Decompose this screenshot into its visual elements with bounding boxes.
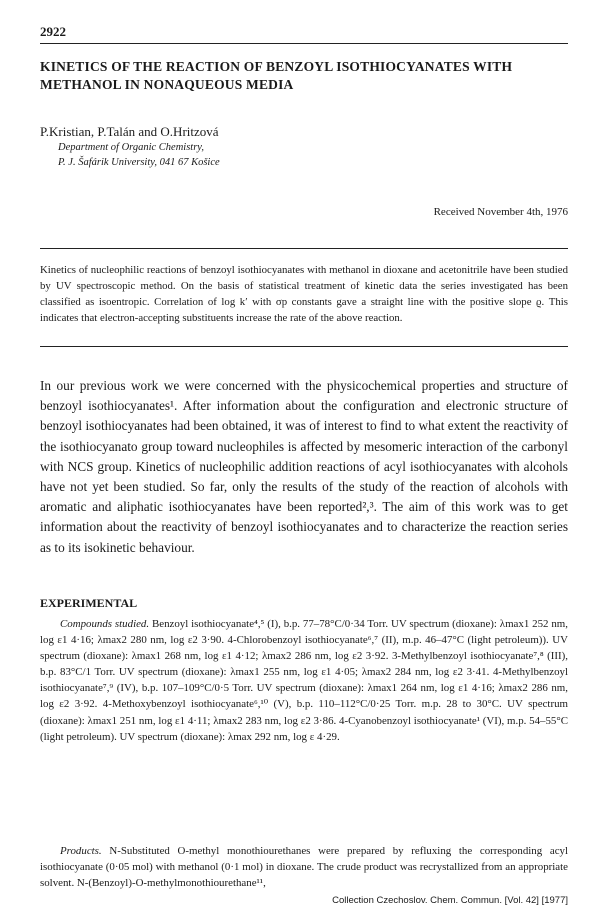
received-date: Received November 4th, 1976 [433, 206, 568, 218]
abstract: Kinetics of nucleophilic reactions of benzoyl isothiocyanates with methanol in dioxane and acetonitrile have been studied by UV spectroscopic method. On the basis of statistical treatment of kinetic data the series investigated has been classified as isoentropic. Correlation of log k′ with σp constants gave a straight line with the positive slope ϱ. This indicates that electron-accepting substituents increase the rate of the above reaction. [40, 264, 568, 324]
page-number: 2922 [40, 24, 66, 39]
abstract-bottom-rule [40, 346, 568, 347]
university: P. J. Šafárik University, 041 67 Košice [58, 157, 220, 168]
compounds-label: Compounds studied. [60, 618, 150, 630]
section-heading: EXPERIMENTAL [40, 596, 138, 610]
header-rule [40, 43, 568, 44]
paper-title: KINETICS OF THE REACTION OF BENZOYL ISOTHIOCYANATES WITH METHANOL IN NONAQUEOUS MEDIA [40, 59, 513, 92]
department: Department of Organic Chemistry, [58, 142, 205, 153]
products-label: Products. [60, 845, 102, 857]
journal-footer: Collection Czechoslov. Chem. Commun. [Vol. 42] [1977] [332, 895, 568, 906]
introduction: In our previous work we were concerned with the physicochemical properties and structure of benzoyl isothiocyanates¹. After information about the configuration and electronic structure of benzoyl isothiocyanates had been obtained, it was of interest to find to what extent the reactivity of the isothiocyanato group toward nucleophiles is affected by mesomeric interaction of the carbonyl with NCS group. Kinetics of nucleophilic addition reactions of acyl isothiocyanates with alcohols have not yet been studied. So far, only the results of the study of the reaction of alcohols with aromatic and aliphatic isothiocyanates have been reported²,³. The aim of this work was to get information about the reactivity of benzoyl isothiocyanates and to characterize the reaction series as to its isokinetic behaviour. [40, 378, 568, 555]
compounds-paragraph [40, 616, 568, 745]
affiliation [58, 140, 220, 170]
abstract-top-rule [40, 248, 568, 249]
authors: P.Kristian, P.Talán and O.Hritzová [40, 124, 219, 139]
products-paragraph [40, 843, 568, 891]
compounds-text: Benzoyl isothiocyanate⁴,⁵ (I), b.p. 77–78°C/0·34 Torr. UV spectrum (dioxane): λmax1 252 nm, log ε1 4·16; λmax2 280 nm, log ε2 3·90. 4-Chlorobenzoyl isothiocyanate⁶,⁷ (II), m.p. 46–47°C (light petroleum)). UV spectrum (dioxane): λmax1 268 nm, log ε1 4·12; λmax2 286 nm, log ε2 3·92. 3-Methylbenzoyl isothiocyanate⁷,⁸ (III), b.p. 83°C/1 Torr. UV spectrum (dioxane): λmax1 255 nm, log ε1 4·05; λmax2 284 nm, log ε2 3·41. 4-Methylbenzoyl isothiocyanate⁷,⁹ (IV), b.p. 107–109°C/0·5 Torr. UV spectrum (dioxane): λmax1 264 nm, log ε1 4·16; λmax2 286 nm, log ε2 3·92. 4-Methoxybenzoyl isothiocyanate⁶,¹⁰ (V), b.p. 110–112°C/0·25 Torr. m.p. 28 to 30°C. UV spectrum (dioxane): λmax1 251 nm, log ε1 4·11; λmax2 283 nm, log ε2 3·86. 4-Cyanobenzoyl isothiocyanate¹ (VI), m.p. 54–55°C (light petroleum). UV spectrum (dioxane): λmax 292 nm, log ε 4·29. [40, 618, 568, 743]
products-text: N-Substituted O-methyl monothiourethanes were prepared by refluxing the corresponding acyl isothiocyanate (0·05 mol) with methanol (0·1 mol) in dioxane. The crude product was recrystallized from an appropriate solvent. N-(Benzoyl)-O-methylmonothiourethane¹¹, [40, 845, 568, 890]
